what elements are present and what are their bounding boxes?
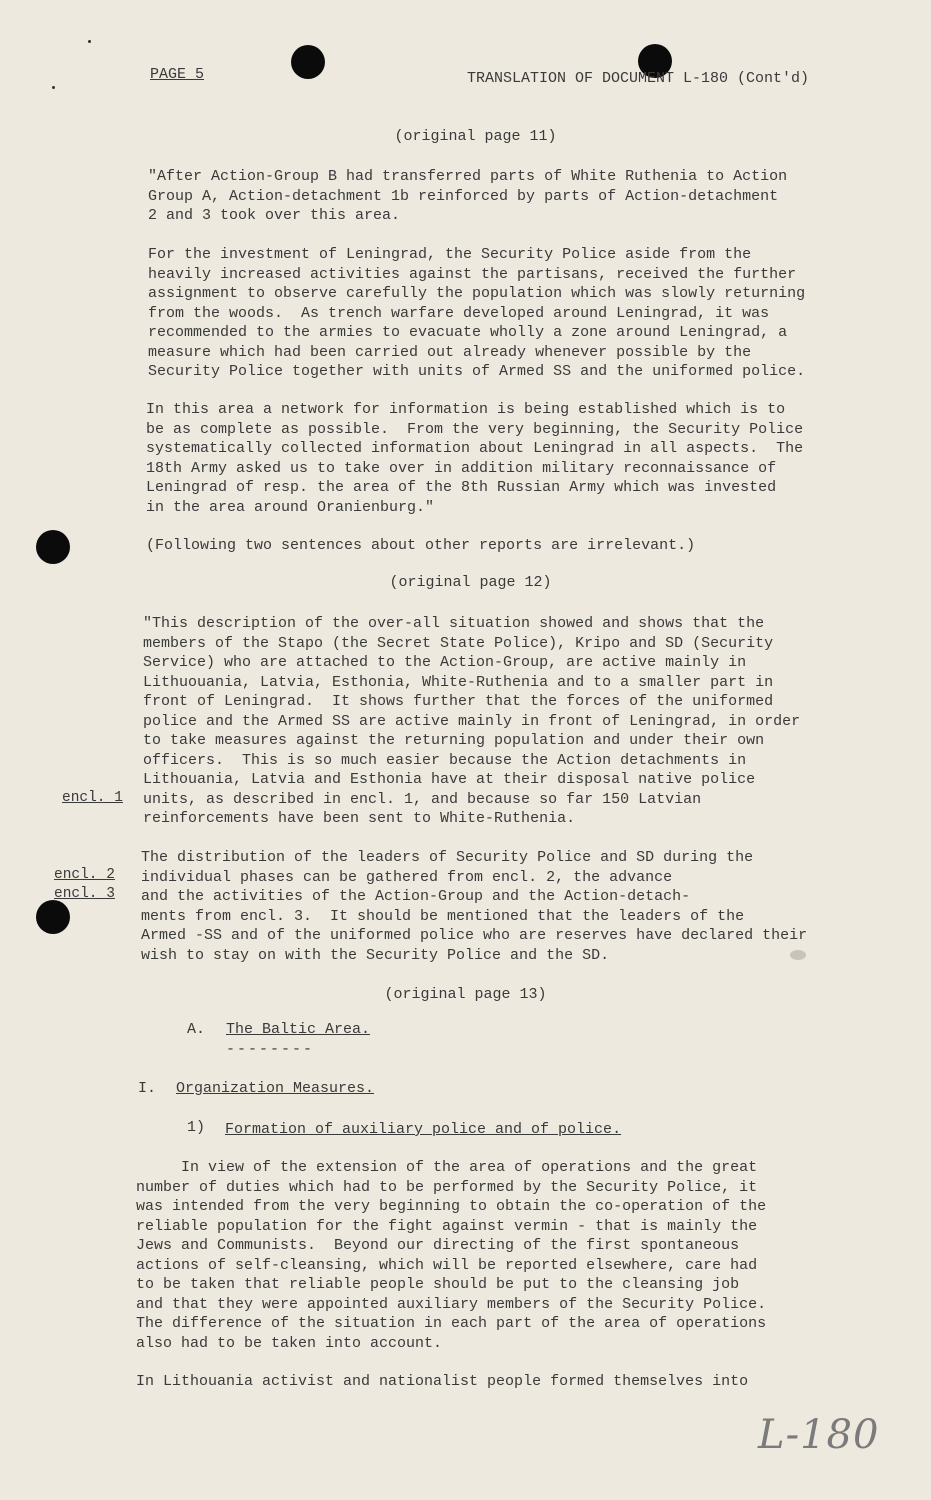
section-i-title: Organization Measures. — [176, 1080, 375, 1097]
paragraph-7: In Lithouania activist and nationalist people formed themselves into — [136, 1373, 749, 1390]
section-i-number: I. — [138, 1080, 157, 1097]
punch-hole-left-lower — [36, 900, 70, 934]
handwritten-document-number: L-180 — [758, 1412, 880, 1458]
section-a-dashes: -------- — [226, 1041, 315, 1058]
document-title: TRANSLATION OF DOCUMENT L-180 (Cont'd) — [467, 70, 810, 87]
subsection-1-title: Formation of auxiliary police and of police. — [225, 1121, 622, 1138]
speck — [52, 86, 55, 89]
paragraph-4: "This description of the over-all situation showed and shows that the members of the Stapo (the Secret State Police), Kripo and SD (Security Service) who are attached to the Action-Group, are active mainly in Lithuouania, Latvia, Esthonia, White-Ruthenia and to a smaller part in front of Leningrad. It shows further that the forces of the uniformed police and the Armed SS are active mainly in front of Leningrad, in order to take measures against the returning population and under their own officers. This is so much easier because the Action detachments in Lithouania, Latvia and Esthonia have at their disposal native police units, as described in encl. 1, and because so far 150 Latvian reinforcements have been sent to White-Ruthenia. — [143, 615, 801, 827]
original-page-marker: (original page 13) — [384, 986, 547, 1003]
margin-note-encl-3: encl. 3 — [54, 886, 115, 902]
margin-note-encl-2: encl. 2 — [54, 867, 115, 883]
paragraph-1: "After Action-Group B had transferred parts of White Ruthenia to Action Group A, Action-detachment 1b reinforced by parts of Action-detachment 2 and 3 took over this area. — [148, 168, 788, 224]
original-page-marker: (original page 11) — [394, 128, 557, 145]
margin-note-encl-1: encl. 1 — [62, 790, 123, 806]
paragraph-3: In this area a network for information is being established which is to be as complete as possible. From the very beginning, the Security Police systematically collected information about Leningrad in all aspects. The 18th Army asked us to take over in addition military reconnaissance of Leningrad of resp. the area of the 8th Russian Army which was invested in the area around Oranienburg." — [146, 401, 804, 516]
subsection-1-number: 1) — [187, 1119, 206, 1136]
punch-hole-left-upper — [36, 530, 70, 564]
speck — [88, 40, 91, 43]
paragraph-2: For the investment of Leningrad, the Security Police aside from the heavily increased activities against the partisans, received the further assignment to observe carefully the population which was slowly returning from the woods. As trench warfare developed around Leningrad, it was recommended to the armies to evacuate wholly a zone around Leningrad, a measure which had been carried out already whenever possible by the Security Police together with units of Armed SS and the uniformed police. — [148, 246, 806, 380]
original-page-marker: (original page 12) — [389, 574, 552, 591]
punch-hole-top — [291, 45, 325, 79]
page-number: PAGE 5 — [150, 66, 205, 83]
paragraph-6: In view of the extension of the area of operations and the great number of duties which had to be performed by the Security Police, it was intended from the very beginning to obtain the co-operation of the reliable population for the fight against vermin - that is mainly the Jews and Communists. Beyond our directing of the first spontaneous actions of self-cleansing, which will be reported elsewhere, care had to be taken that reliable people should be put to the cleansing job and that they were appointed auxiliary members of the Security Police. The difference of the situation in each part of the area of operations also had to be taken into account. — [136, 1159, 767, 1352]
paragraph-5: The distribution of the leaders of Security Police and SD during the individual phases can be gathered from encl. 2, the advance and the activities of the Action-Group and the Action-detach- ments from encl. 3. It should be mentioned that the leaders of the Armed -SS and of the uniformed police who are reserves have declared their wish to stay on with the Security Police and the SD. — [141, 849, 808, 964]
section-a-title: The Baltic Area. — [226, 1021, 371, 1038]
irrelevant-note: (Following two sentences about other reports are irrelevant.) — [146, 537, 696, 554]
section-a-number: A. — [187, 1021, 206, 1038]
